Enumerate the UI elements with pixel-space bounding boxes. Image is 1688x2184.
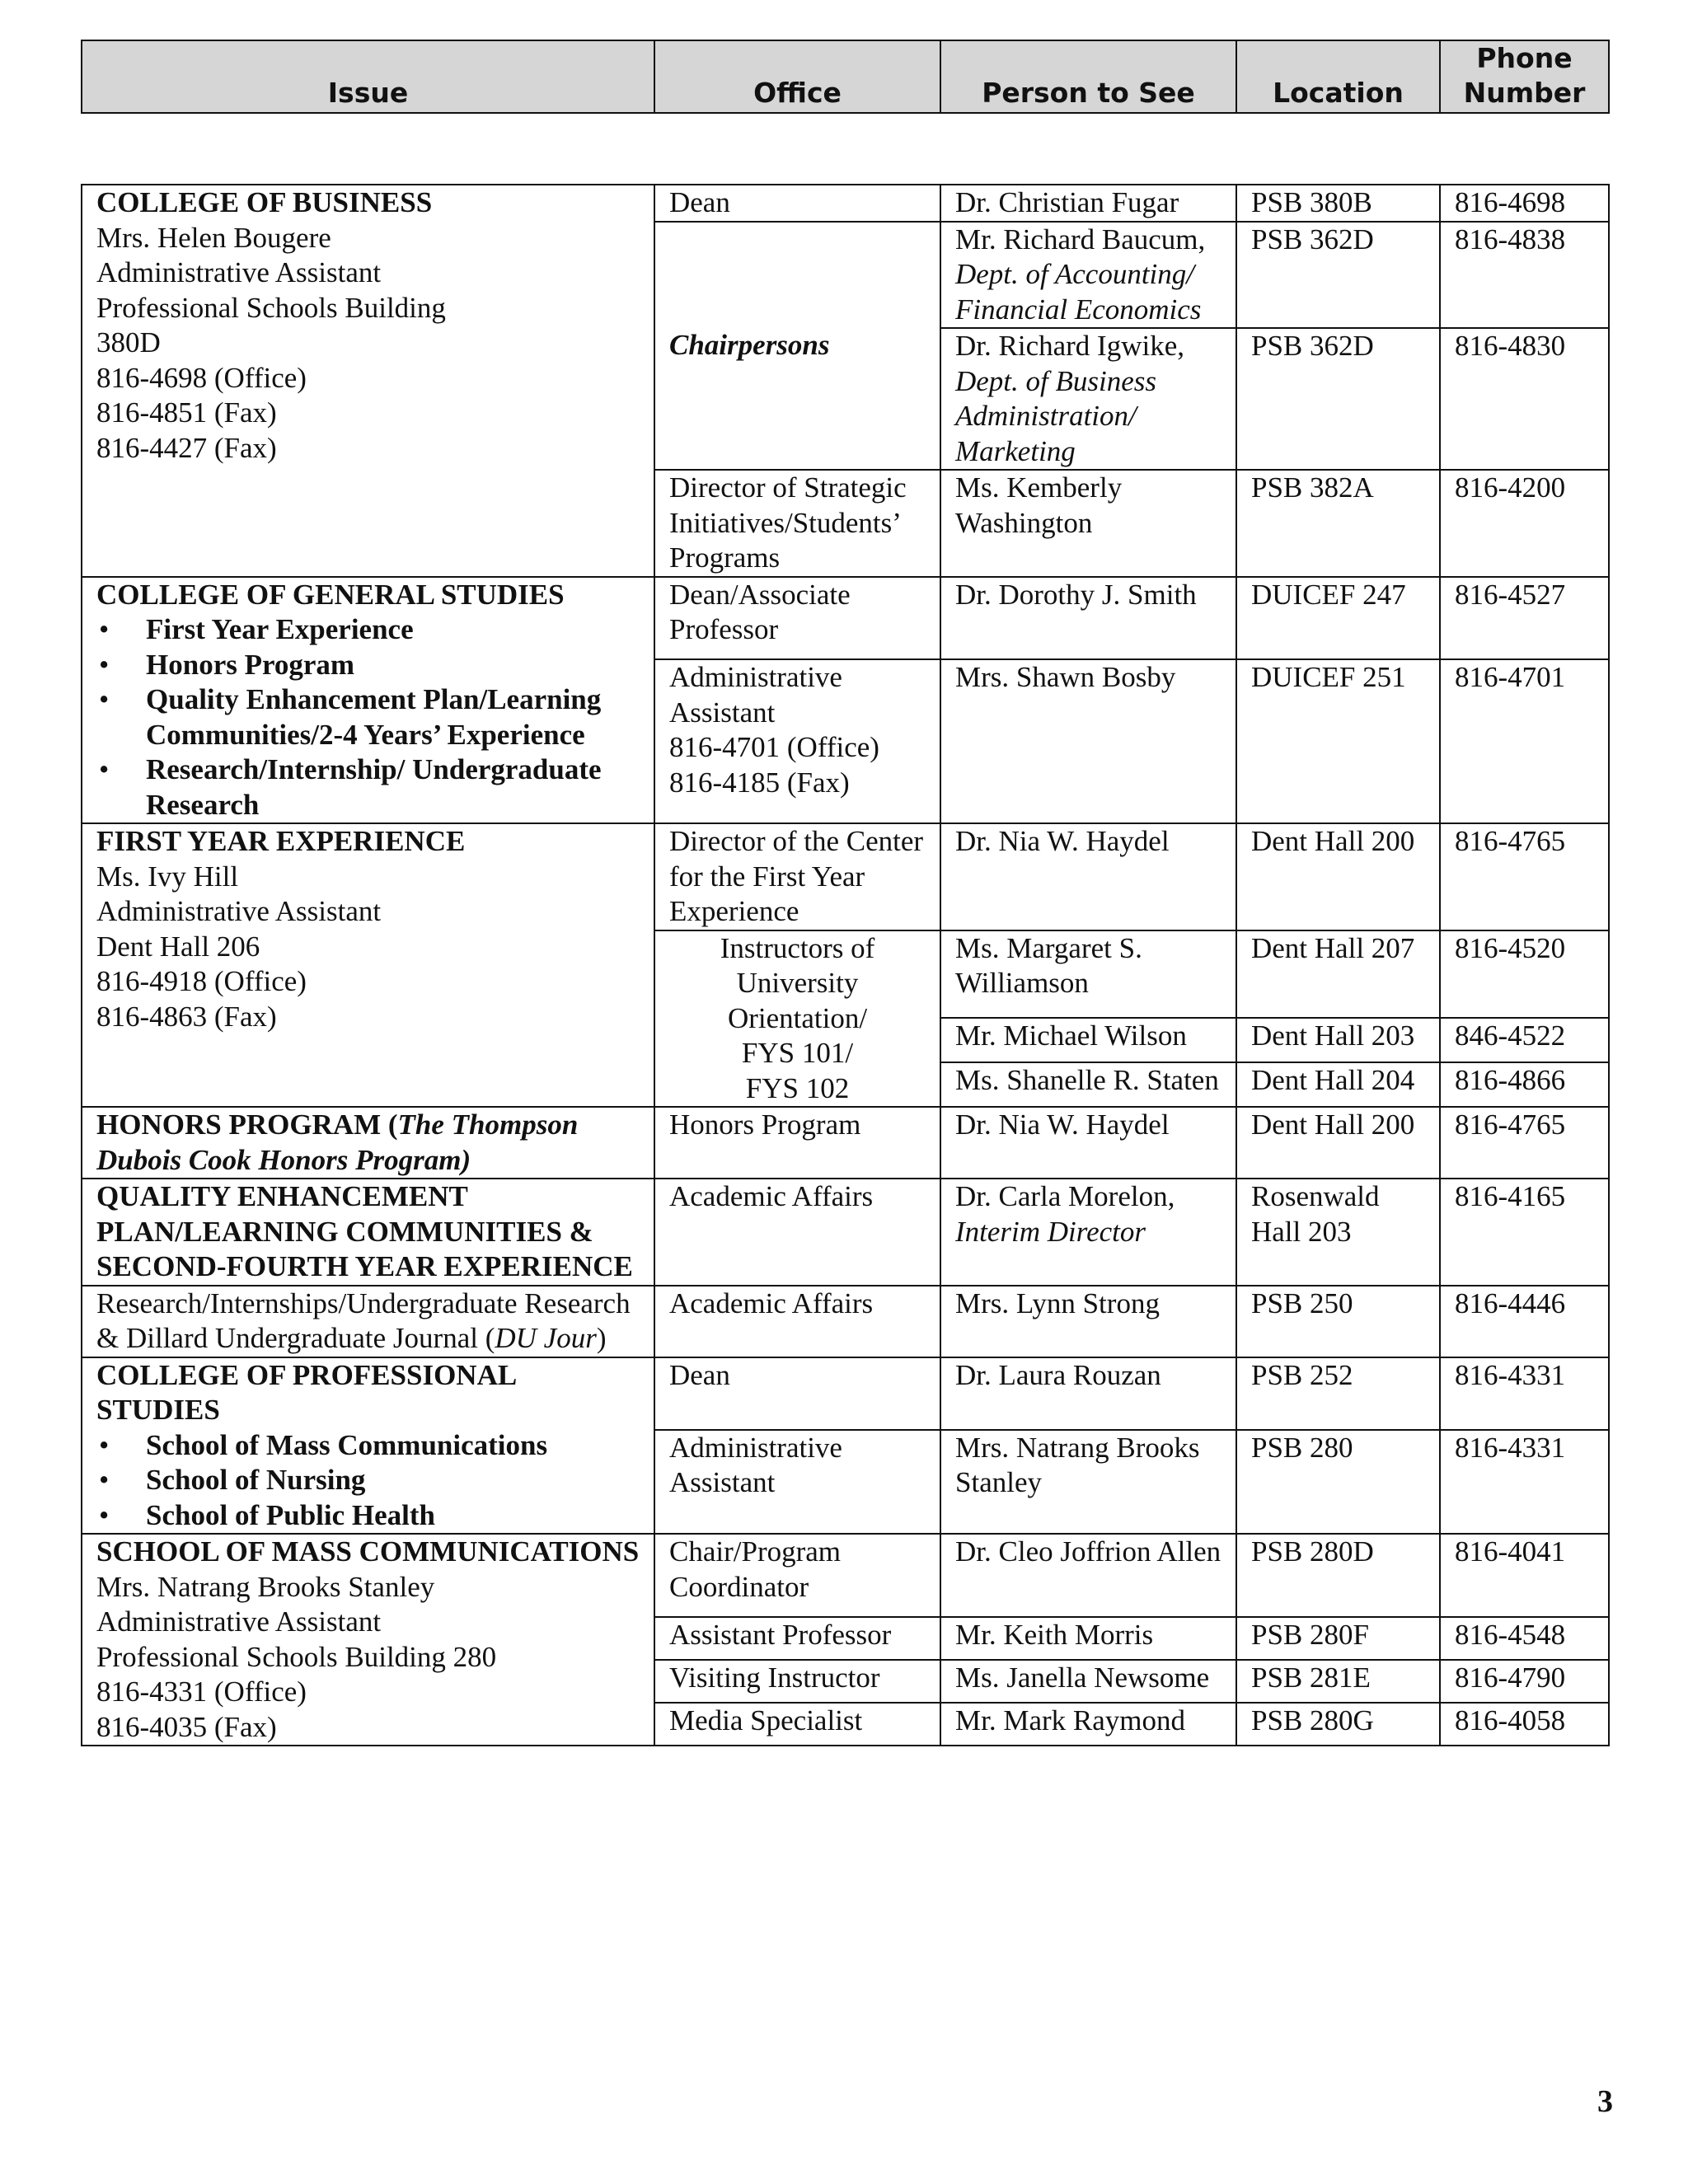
phone-cell: 816-4446 bbox=[1440, 1286, 1609, 1357]
section-title: COLLEGE OF PROFESSIONAL STUDIES bbox=[96, 1358, 516, 1426]
table-row bbox=[82, 823, 1609, 930]
location-cell: PSB 250 bbox=[1236, 1286, 1440, 1357]
office-line: 816-4701 (Office) bbox=[669, 731, 879, 764]
person-cell: Dr. Nia W. Haydel bbox=[940, 1107, 1236, 1179]
table-row bbox=[82, 1534, 1609, 1617]
person-name: Dr. Carla Morelon, bbox=[955, 1180, 1175, 1212]
phone-cell: 816-4548 bbox=[1440, 1617, 1609, 1660]
office-cell: Academic Affairs bbox=[654, 1286, 940, 1357]
phone-cell: 816-4520 bbox=[1440, 930, 1609, 1018]
contact-line: Mrs. Natrang Brooks Stanley bbox=[96, 1570, 435, 1603]
contact-line: Administrative Assistant bbox=[96, 895, 382, 927]
location-cell: Rosenwald Hall 203 bbox=[1236, 1179, 1440, 1286]
person-cell: Ms. Kemberly Washington bbox=[940, 470, 1236, 577]
phone-cell: 816-4165 bbox=[1440, 1179, 1609, 1286]
list-item: • First Year Experience bbox=[96, 612, 642, 648]
fye-issue-cell bbox=[82, 823, 654, 1107]
location-cell: Dent Hall 207 bbox=[1236, 930, 1440, 1018]
honors-issue-cell bbox=[82, 1107, 654, 1179]
section-title: FIRST YEAR EXPERIENCE bbox=[96, 825, 466, 857]
phone-cell: 816-4058 bbox=[1440, 1703, 1609, 1746]
table-row bbox=[82, 1357, 1609, 1430]
person-cell bbox=[940, 328, 1236, 470]
section-title: HONORS PROGRAM ( bbox=[96, 1108, 398, 1141]
table-row bbox=[82, 577, 1609, 660]
chairpersons-label: Chairpersons bbox=[654, 222, 940, 471]
section-title: COLLEGE OF GENERAL STUDIES bbox=[96, 578, 565, 611]
person-dept: Dept. of Business Administration/ Marketing bbox=[955, 364, 1157, 467]
person-cell: Ms. Margaret S. Williamson bbox=[940, 930, 1236, 1018]
location-cell: DUICEF 251 bbox=[1236, 659, 1440, 823]
business-issue-cell bbox=[82, 185, 654, 577]
office-cell: Assistant Professor bbox=[654, 1617, 940, 1660]
person-name: Dr. Richard Igwike, bbox=[955, 330, 1184, 362]
section-title: COLLEGE OF BUSINESS bbox=[96, 186, 433, 218]
phone-cell: 816-4331 bbox=[1440, 1357, 1609, 1430]
header-office: Office bbox=[654, 40, 940, 113]
office-cell: Honors Program bbox=[654, 1107, 940, 1179]
professional-issue-cell bbox=[82, 1357, 654, 1535]
table-row bbox=[82, 1107, 1609, 1179]
phone-cell: 816-4838 bbox=[1440, 222, 1609, 329]
contact-line: Ms. Ivy Hill bbox=[96, 860, 239, 893]
location-cell: Dent Hall 204 bbox=[1236, 1062, 1440, 1107]
location-cell: PSB 280D bbox=[1236, 1534, 1440, 1617]
contact-line: Administrative Assistant bbox=[96, 1605, 382, 1638]
table-row bbox=[82, 1286, 1609, 1357]
section-title: SCHOOL OF MASS COMMUNICATIONS bbox=[96, 1535, 640, 1568]
directory-table bbox=[81, 184, 1610, 1746]
phone-cell: 816-4765 bbox=[1440, 823, 1609, 930]
person-cell: Ms. Janella Newsome bbox=[940, 1660, 1236, 1703]
person-cell: Dr. Nia W. Haydel bbox=[940, 823, 1236, 930]
location-cell: Dent Hall 200 bbox=[1236, 1107, 1440, 1179]
phone-cell: 816-4830 bbox=[1440, 328, 1609, 470]
location-cell: Dent Hall 203 bbox=[1236, 1018, 1440, 1062]
contact-line: Mrs. Helen Bougere bbox=[96, 221, 331, 254]
office-cell: Academic Affairs bbox=[654, 1179, 940, 1286]
header-person: Person to See bbox=[940, 40, 1236, 113]
office-cell: Chair/Program Coordinator bbox=[654, 1534, 940, 1617]
list-item: • Research/Internship/ Undergraduate Research bbox=[96, 752, 642, 823]
qep-issue-cell bbox=[82, 1179, 654, 1286]
section-subtitle: The Thompson Dubois Cook Honors Program) bbox=[96, 1108, 579, 1176]
person-cell: Ms. Shanelle R. Staten bbox=[940, 1062, 1236, 1107]
list-item: • Honors Program bbox=[96, 648, 642, 683]
office-line: FYS 102 bbox=[745, 1071, 850, 1104]
location-cell: PSB 252 bbox=[1236, 1357, 1440, 1430]
phone-cell: 846-4522 bbox=[1440, 1018, 1609, 1062]
person-title: Interim Director bbox=[955, 1215, 1146, 1248]
general-issue-cell bbox=[82, 577, 654, 824]
contact-line: 816-4918 (Office) bbox=[96, 965, 307, 997]
office-line: FYS 101/ bbox=[741, 1037, 854, 1069]
office-cell: Dean/Associate Professor bbox=[654, 577, 940, 660]
office-line: Orientation/ bbox=[727, 1001, 868, 1034]
office-cell: Administrative Assistant bbox=[654, 1430, 940, 1535]
location-cell: PSB 380B bbox=[1236, 185, 1440, 222]
location-cell: PSB 281E bbox=[1236, 1660, 1440, 1703]
contact-line: 816-4863 (Fax) bbox=[96, 1000, 277, 1033]
list-item: • Quality Enhancement Plan/Learning Communities/2-4 Years’ Experience bbox=[96, 682, 642, 752]
office-line: 816-4185 (Fax) bbox=[669, 766, 850, 799]
person-cell: Dr. Dorothy J. Smith bbox=[940, 577, 1236, 660]
phone-cell: 816-4701 bbox=[1440, 659, 1609, 823]
contact-line: Professional Schools Building bbox=[96, 291, 446, 324]
office-cell: Director of the Center for the First Year Experience bbox=[654, 823, 940, 930]
location-cell: PSB 280G bbox=[1236, 1703, 1440, 1746]
person-cell: Dr. Cleo Joffrion Allen bbox=[940, 1534, 1236, 1617]
person-cell: Dr. Christian Fugar bbox=[940, 185, 1236, 222]
person-cell: Dr. Laura Rouzan bbox=[940, 1357, 1236, 1430]
person-cell: Mr. Mark Raymond bbox=[940, 1703, 1236, 1746]
instructors-label-cell bbox=[654, 930, 940, 1108]
header-phone: Phone Number bbox=[1440, 40, 1609, 113]
bullet-list bbox=[96, 612, 642, 823]
table-row bbox=[82, 1179, 1609, 1286]
phone-cell: 816-4041 bbox=[1440, 1534, 1609, 1617]
office-line: Instructors of bbox=[720, 931, 875, 964]
person-cell: Mr. Michael Wilson bbox=[940, 1018, 1236, 1062]
research-issue-cell: Research/Internships/Undergraduate Research & Dillard Undergraduate Journal (DU Jour) bbox=[82, 1286, 654, 1357]
page-number: 3 bbox=[1597, 2084, 1613, 2119]
header-issue: Issue bbox=[82, 40, 654, 113]
contact-line: 816-4698 (Office) bbox=[96, 361, 307, 394]
contact-line: 816-4427 (Fax) bbox=[96, 431, 277, 464]
person-cell: Mrs. Natrang Brooks Stanley bbox=[940, 1430, 1236, 1535]
person-name: Mr. Richard Baucum, bbox=[955, 223, 1206, 255]
person-dept: Dept. of Accounting/ Financial Economics bbox=[955, 258, 1202, 326]
section-title: QUALITY ENHANCEMENT PLAN/LEARNING COMMUNITIES & SECOND-FOURTH YEAR EXPERIENCE bbox=[96, 1180, 633, 1282]
phone-cell: 816-4866 bbox=[1440, 1062, 1609, 1107]
header-table bbox=[81, 40, 1610, 114]
location-cell: PSB 382A bbox=[1236, 470, 1440, 577]
person-cell: Mr. Keith Morris bbox=[940, 1617, 1236, 1660]
location-cell: PSB 362D bbox=[1236, 328, 1440, 470]
header-location: Location bbox=[1236, 40, 1440, 113]
office-cell: Director of Strategic Initiatives/Students’ Programs bbox=[654, 470, 940, 577]
person-cell: Mrs. Lynn Strong bbox=[940, 1286, 1236, 1357]
mass-issue-cell bbox=[82, 1534, 654, 1746]
office-line: Administrative Assistant bbox=[669, 661, 842, 729]
list-item: • School of Public Health bbox=[96, 1498, 642, 1534]
person-cell: Mrs. Shawn Bosby bbox=[940, 659, 1236, 823]
office-line: University bbox=[736, 967, 859, 999]
list-item: • School of Nursing bbox=[96, 1463, 642, 1498]
phone-cell: 816-4765 bbox=[1440, 1107, 1609, 1179]
contact-line: 380D bbox=[96, 326, 161, 359]
location-cell: PSB 280F bbox=[1236, 1617, 1440, 1660]
bullet-list bbox=[96, 1428, 642, 1534]
person-cell bbox=[940, 222, 1236, 329]
phone-cell: 816-4527 bbox=[1440, 577, 1609, 660]
office-cell: Dean bbox=[654, 1357, 940, 1430]
contact-line: Dent Hall 206 bbox=[96, 930, 260, 963]
office-cell: Dean bbox=[654, 185, 940, 222]
office-cell bbox=[654, 659, 940, 823]
contact-line: 816-4331 (Office) bbox=[96, 1675, 307, 1708]
location-cell: DUICEF 247 bbox=[1236, 577, 1440, 660]
person-cell bbox=[940, 1179, 1236, 1286]
contact-line: 816-4851 (Fax) bbox=[96, 396, 277, 429]
office-cell: Media Specialist bbox=[654, 1703, 940, 1746]
phone-cell: 816-4331 bbox=[1440, 1430, 1609, 1535]
location-cell: Dent Hall 200 bbox=[1236, 823, 1440, 930]
section-title: Research/Internships/Undergraduate Research & Dillard Undergraduate Journal bbox=[96, 1286, 631, 1354]
location-cell: PSB 280 bbox=[1236, 1430, 1440, 1535]
phone-cell: 816-4200 bbox=[1440, 470, 1609, 577]
contact-line: Administrative Assistant bbox=[96, 256, 382, 288]
table-row bbox=[82, 185, 1609, 222]
office-cell: Visiting Instructor bbox=[654, 1660, 940, 1703]
list-item: • School of Mass Communications bbox=[96, 1428, 642, 1464]
contact-line: 816-4035 (Fax) bbox=[96, 1710, 277, 1743]
phone-cell: 816-4698 bbox=[1440, 185, 1609, 222]
journal-name: DU Jour bbox=[495, 1322, 597, 1354]
location-cell: PSB 362D bbox=[1236, 222, 1440, 329]
phone-cell: 816-4790 bbox=[1440, 1660, 1609, 1703]
contact-line: Professional Schools Building 280 bbox=[96, 1640, 497, 1673]
